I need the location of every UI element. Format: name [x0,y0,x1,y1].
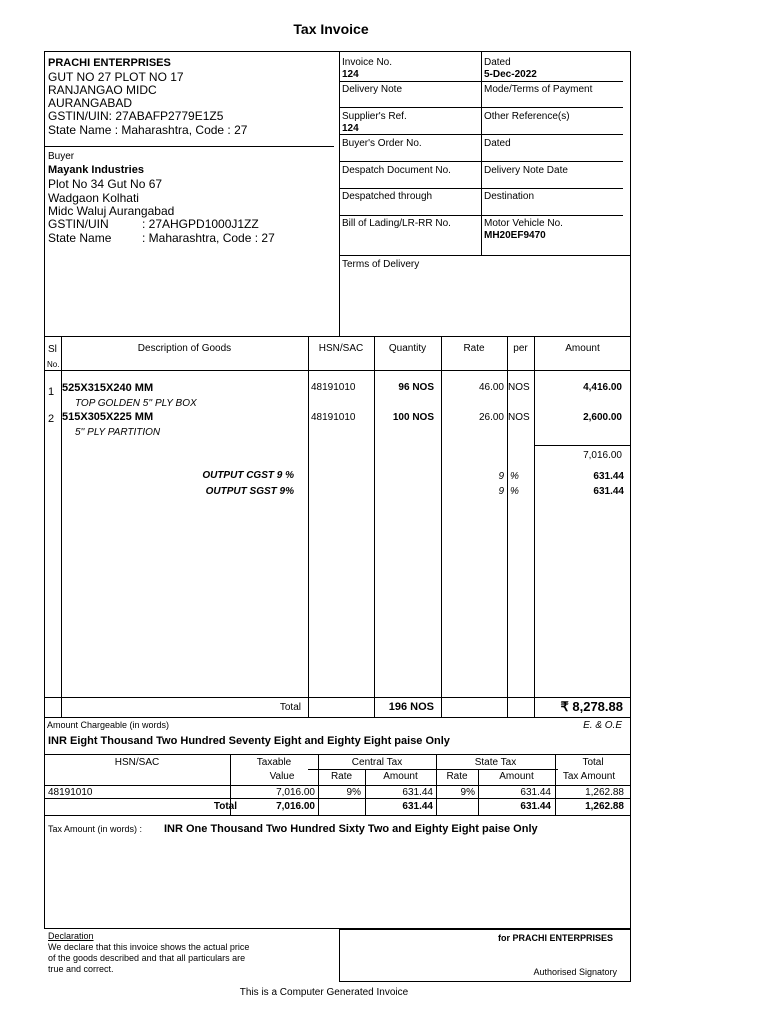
dated-label: Dated [484,57,511,68]
declaration-line-3: true and correct. [48,964,114,974]
cgst-amount: 631.44 [593,471,624,482]
item-sl: 2 [48,413,55,425]
declaration-title: Declaration [48,931,94,941]
tax-total-label: Total [213,801,237,812]
subtotal-amount: 7,016.00 [583,450,622,461]
tax-state-rate-header: Rate [446,771,468,782]
item-per: NOS [508,382,530,393]
tax-row-hsn: 48191010 [48,787,93,798]
item-hsn: 48191010 [311,382,356,393]
col-sl-header: Sl [48,344,57,355]
tax-central-amount-header: Amount [383,771,418,782]
buyer-label: Buyer [48,151,75,162]
declaration-line-1: We declare that this invoice shows the actual price [48,942,250,952]
authorised-signatory: Authorised Signatory [533,967,617,977]
item-rate: 46.00 [478,382,504,393]
col-sl-no-header: No. [47,360,60,369]
total-label: Total [279,702,301,713]
item-qty: 100 NOS [392,412,434,423]
col-per-header: per [513,343,528,354]
footer-note: This is a Computer Generated Invoice [239,987,409,998]
tax-row-state-rate: 9% [460,787,475,798]
buyer-address-line-1: Plot No 34 Gut No 67 [48,177,163,191]
for-company: for PRACHI ENTERPRISES [497,933,613,943]
item-name: 525X315X240 MM [62,382,154,394]
tax-row-total: 1,262.88 [585,787,624,798]
col-amount-header: Amount [565,343,600,354]
item-per: NOS [508,412,530,423]
buyer-order-label: Buyer's Order No. [342,138,422,149]
buyer-address-line-3: Midc Waluj Aurangabad [48,204,175,218]
delivery-note-label: Delivery Note [342,84,403,95]
seller-address-line-2: RANJANGAO MIDC [48,83,157,97]
buyer-state-label: State Name [48,231,112,245]
amount-words-label: Amount Chargeable (in words) [47,720,170,730]
amount-in-words: INR Eight Thousand Two Hundred Seventy Eight and Eighty Eight paise Only [48,735,450,747]
invoice-no-value: 124 [342,69,359,80]
sgst-pct: % [510,486,519,497]
tax-taxable-header-2: Value [269,771,295,782]
declaration-line-2: of the goods described and that all particulars are [48,953,246,963]
seller-state: State Name : Maharashtra, Code : 27 [48,123,248,137]
tax-total-state-amount: 631.44 [520,801,551,812]
tax-total-taxable: 7,016.00 [276,801,315,812]
total-amount: ₹ 8,278.88 [560,699,623,714]
tax-total-header-2: Tax Amount [562,771,616,782]
mode-terms-label: Mode/Terms of Payment [484,84,593,95]
other-ref-label: Other Reference(s) [484,111,570,122]
item-amount: 4,416.00 [583,382,622,393]
despatch-doc-label: Despatch Document No. [342,165,451,176]
sgst-amount: 631.44 [593,486,624,497]
col-rate-header: Rate [463,343,485,354]
cgst-pct: % [510,471,519,482]
tax-central-rate-header: Rate [330,771,353,782]
destination-label: Destination [484,191,535,202]
tax-total-total: 1,262.88 [585,801,624,812]
item-amount: 2,600.00 [583,412,622,423]
sgst-rate: 9 [498,486,504,497]
tax-amount-in-words: INR One Thousand Two Hundred Sixty Two and Eighty Eight paise Only [164,823,538,835]
tax-row-taxable: 7,016.00 [276,787,315,798]
tax-central-header: Central Tax [351,757,403,768]
page-title: Tax Invoice [293,21,369,37]
tax-row-central-amount: 631.44 [402,787,433,798]
tax-state-amount-header: Amount [499,771,534,782]
tax-words-label: Tax Amount (in words) : [48,824,143,834]
delivery-note-date-label: Delivery Note Date [484,165,568,176]
buyer-name: Mayank Industries [48,164,144,176]
sgst-label: OUTPUT SGST 9% [205,486,294,497]
motor-vehicle-label: Motor Vehicle No. [484,218,563,229]
tax-total-central-amount: 631.44 [402,801,433,812]
supplier-ref-value: 124 [342,123,359,134]
col-qty-header: Quantity [388,343,427,354]
despatched-through-label: Despatched through [342,191,433,202]
item-name: 515X305X225 MM [62,411,154,423]
supplier-ref-label: Supplier's Ref. [342,111,407,122]
invoice-no-label: Invoice No. [342,57,393,68]
tax-hsn-header: HSN/SAC [114,757,160,768]
tax-row-state-amount: 631.44 [520,787,551,798]
total-qty: 196 NOS [388,701,434,713]
dated-value: 5-Dec-2022 [484,69,537,80]
cgst-rate: 9 [498,471,504,482]
item-subtitle: TOP GOLDEN 5'' PLY BOX [75,398,197,409]
seller-name: PRACHI ENTERPRISES [48,57,171,69]
buyer-gstin-value: : 27AHGPD1000J1ZZ [142,217,259,231]
col-desc-header: Description of Goods [137,343,232,354]
buyer-gstin-label: GSTIN/UIN [48,217,109,231]
seller-address-line-1: GUT NO 27 PLOT NO 17 [48,70,184,84]
tax-total-header: Total [582,757,604,768]
tax-row-central-rate: 9% [346,787,361,798]
dated2-label: Dated [484,138,511,149]
item-sl: 1 [48,386,55,398]
col-hsn-header: HSN/SAC [318,343,364,354]
item-hsn: 48191010 [311,412,356,423]
bill-lading-label: Bill of Lading/LR-RR No. [342,218,451,229]
eoe-text: E. & O.E [583,720,622,731]
tax-taxable-header: Taxable [256,757,292,768]
cgst-label: OUTPUT CGST 9 % [202,470,294,481]
buyer-address-line-2: Wadgaon Kolhati [48,191,139,205]
item-subtitle: 5'' PLY PARTITION [75,427,161,438]
motor-vehicle-value: MH20EF9470 [484,230,546,241]
tax-state-header: State Tax [474,757,517,768]
seller-address-line-3: AURANGABAD [48,96,133,110]
item-qty: 96 NOS [398,382,434,393]
terms-delivery-label: Terms of Delivery [342,259,420,270]
buyer-state-value: : Maharashtra, Code : 27 [142,231,275,245]
seller-gstin: GSTIN/UIN: 27ABAFP2779E1Z5 [48,109,224,123]
item-rate: 26.00 [478,412,504,423]
